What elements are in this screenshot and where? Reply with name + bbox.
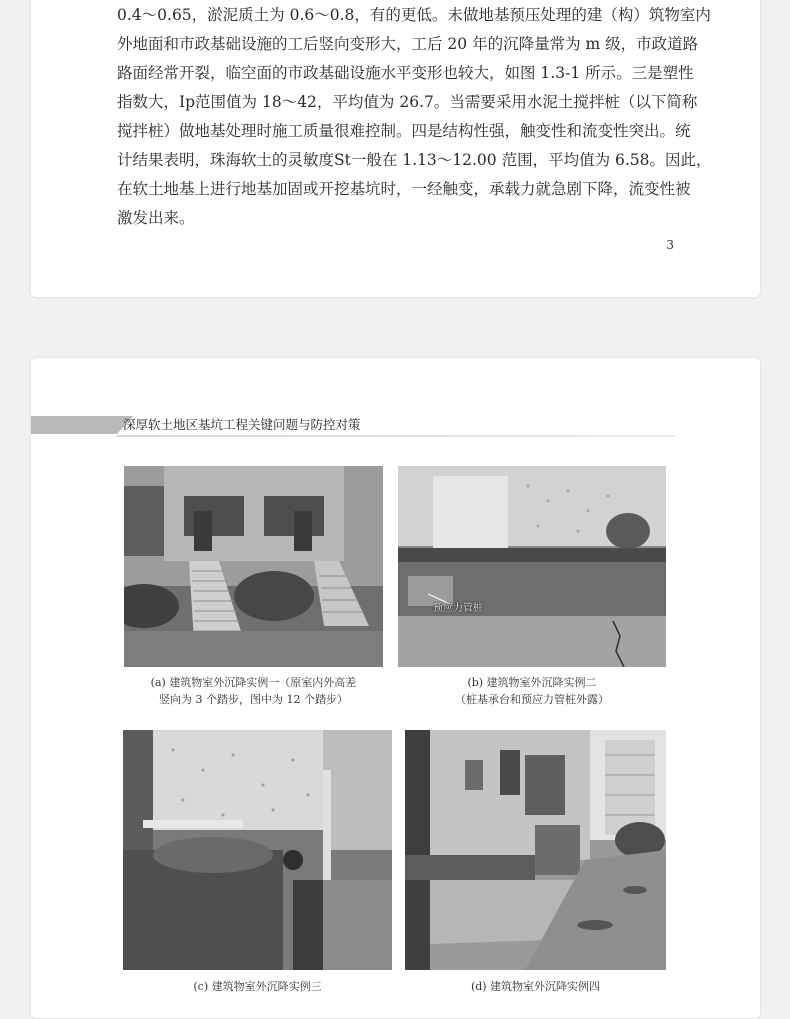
caption-line: （桩基承台和预应力管桩外露）: [455, 693, 609, 706]
running-head: [31, 414, 675, 436]
caption-line: (a) 建筑物室外沉降实例一（原室内外高差: [150, 676, 357, 689]
building-stairs-illustration: [124, 466, 383, 667]
text-line: 激发出来。: [117, 209, 195, 227]
text-line: 搅拌桩）做地基处理时施工质量很难控制。四是结构性强，触变性和流变性突出。统: [117, 122, 691, 140]
running-head-bar: [31, 416, 117, 434]
alley-building-illustration: [405, 730, 666, 970]
page-previous: [30, 0, 761, 298]
exposed-pile-illustration: [398, 466, 666, 667]
figure-a-photo: [124, 466, 383, 667]
text-line: 计结果表明，珠海软土的灵敏度St一般在 1.13～12.00 范围，平均值为 6.58。因此，: [117, 151, 712, 169]
pile-label: 预应力管桩: [433, 603, 483, 614]
figure-b-caption: [398, 674, 666, 708]
text-line: 在软土地基上进行地基加固或开挖基坑时，一经触变，承载力就急剧下降，流变性被: [117, 180, 691, 198]
text-line: 指数大，Ip范围值为 18～42，平均值为 26.7。当需要采用水泥土搅拌桩（以下简称: [117, 93, 698, 111]
text-line: 路面经常开裂，临空面的市政基础设施水平变形也较大，如图 1.3-1 所示。三是塑性: [117, 64, 694, 82]
page-figures: [30, 357, 761, 1019]
text-line: 外地面和市政基础设施的工后竖向变形大，工后 20 年的沉降量常为 m 级，市政道路: [117, 35, 699, 53]
running-head-title: 深厚软土地区基坑工程关键问题与防控对策: [123, 417, 361, 432]
pipes-wall-illustration: [123, 730, 392, 970]
caption-line: (d) 建筑物室外沉降实例四: [470, 980, 601, 993]
caption-line: (b) 建筑物室外沉降实例二: [467, 676, 597, 689]
text-line: 0.4～0.65，淤泥质土为 0.6～0.8，有的更低。未做地基预压处理的建（构）筑物室内: [117, 6, 711, 24]
page-number: 3: [666, 238, 674, 252]
figure-c-photo: [123, 730, 392, 970]
caption-line: 竖向为 3 个踏步，图中为 12 个踏步）: [159, 693, 348, 706]
figure-b-photo: [398, 466, 666, 667]
figure-d-photo: [405, 730, 666, 970]
caption-line: (c) 建筑物室外沉降实例三: [193, 980, 322, 993]
figure-a-caption: [124, 674, 383, 708]
running-head-rule: [117, 435, 675, 437]
